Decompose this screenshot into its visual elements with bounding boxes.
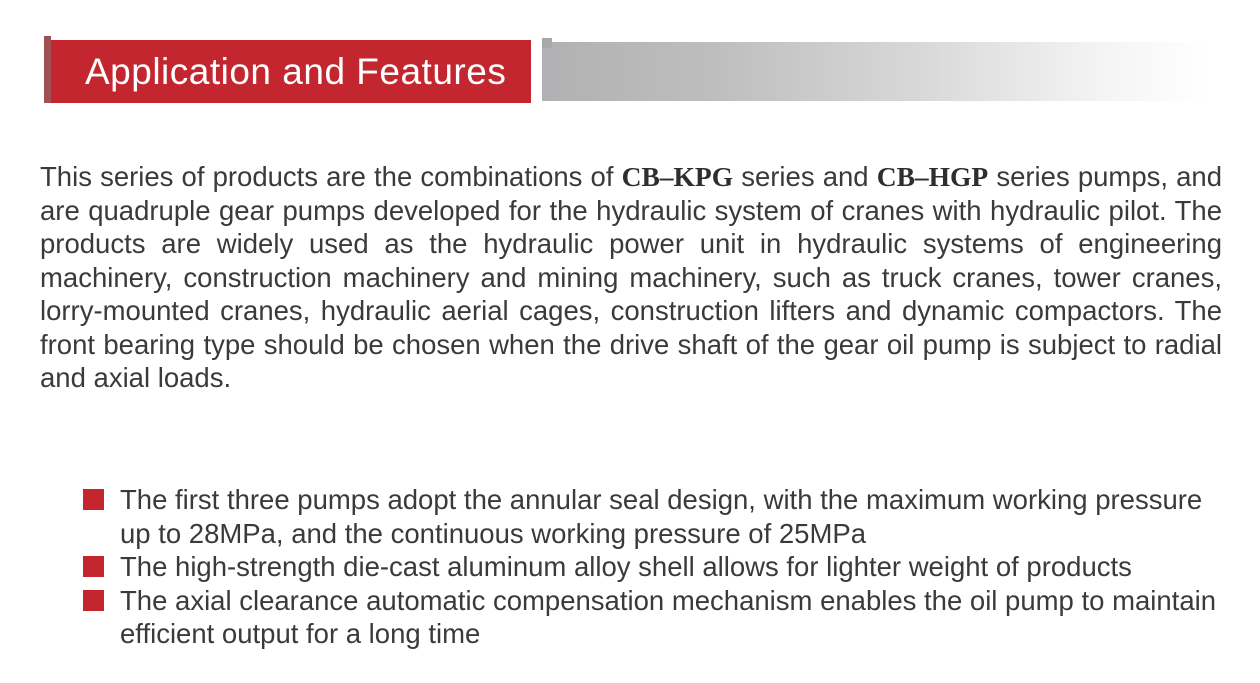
page-title: Application and Features	[85, 50, 507, 92]
feature-text: The axial clearance automatic compensation mechanism enables the oil pump to maintain efficient output for a long time	[120, 584, 1217, 649]
red-square-bullet-icon	[83, 556, 104, 577]
paragraph-segment: This series of products are the combinations of	[40, 161, 622, 192]
header-gradient-bar	[542, 42, 1242, 101]
paragraph-segment: series and	[733, 161, 877, 192]
section-title-banner	[44, 40, 531, 103]
feature-text: The high-strength die-cast aluminum alloy shell allows for lighter weight of products	[120, 551, 1132, 582]
list-item	[83, 483, 1223, 550]
gradient-bar-notch	[542, 38, 552, 48]
red-square-bullet-icon	[83, 489, 104, 510]
model-name-cb-kpg: CB–KPG	[621, 161, 734, 192]
feature-text: The first three pumps adopt the annular seal design, with the maximum working pressure up to 28MPa, and the continuous working pressure of 25MPa	[120, 484, 1203, 549]
list-item	[83, 584, 1223, 651]
list-item	[83, 550, 1223, 584]
red-square-bullet-icon	[83, 590, 104, 611]
section-header	[0, 36, 1260, 106]
features-list	[83, 483, 1223, 651]
model-name-cb-hgp: CB–HGP	[876, 161, 989, 192]
paragraph-segment: series pumps, and are quadruple gear pumps developed for the hydraulic system of cranes with hydraulic pilot. The products are widely used as the hydraulic power unit in hydraulic systems of engineering machinery, construction machinery and mining machinery, such as truck cranes, tower cranes, lorry-mounted cranes, hydraulic aerial cages, construction lifters and dynamic compactors. The front bearing type should be chosen when the drive shaft of the gear oil pump is subject to radial and axial loads.	[40, 161, 1222, 393]
banner-dark-edge	[44, 36, 51, 103]
intro-paragraph	[40, 160, 1222, 395]
